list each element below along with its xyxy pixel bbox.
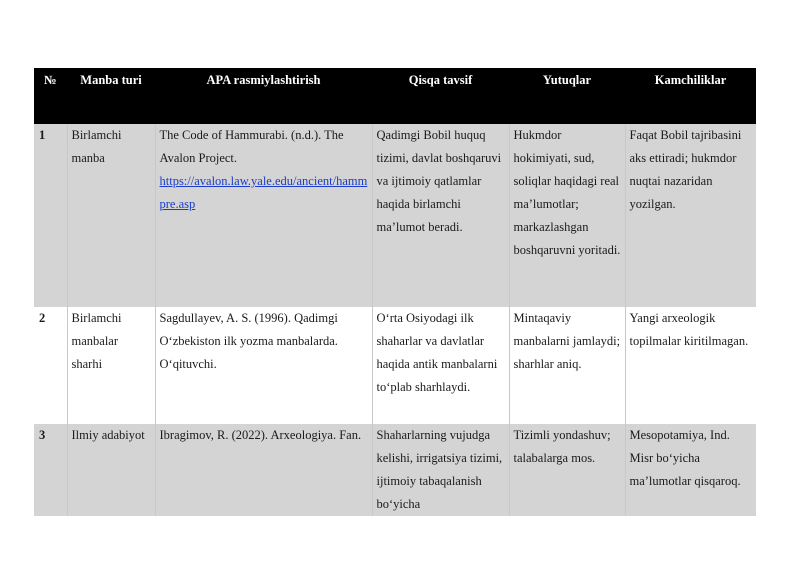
apa-link[interactable]: https://avalon.law.yale.edu/ancient/hammpre.asp [159,174,368,211]
row-source-type: Birlamchi manbalar sharhi [67,307,155,424]
row-apa: Sagdullayev, A. S. (1996). Qadimgi O‘zbekiston ilk yozma manbalarda. O‘qituvchi. [155,307,372,424]
row-number: 3 [34,424,67,516]
row-description: Qadimgi Bobil huquq tizimi, davlat boshqaruvi va ijtimoiy qatlamlar haqida birlamchi ma’lumot beradi. [372,124,509,307]
row-apa: The Code of Hammurabi. (n.d.). The Avalon Project. [159,128,344,165]
row-source-type: Ilmiy adabiyot [67,424,155,516]
header-apa: APA rasmiylashtirish [155,68,372,124]
row-pros: Hukmdor hokimiyati, sud, soliqlar haqidagi real ma’lumotlar; markazlashgan boshqaruvni yoritadi. [509,124,625,307]
row-description: O‘rta Osiyodagi ilk shaharlar va davlatlar haqida antik manbalarni to‘plab sharhlaydi. [372,307,509,424]
row-source-type: Birlamchi manba [67,124,155,307]
table-row [34,424,756,516]
row-cons: Mesopotamiya, Ind. Misr bo‘yicha ma’lumotlar qisqaroq. [625,424,756,516]
row-apa: Ibragimov, R. (2022). Arxeologiya. Fan. [155,424,372,516]
header-source-type: Manba turi [67,68,155,124]
header-cons: Kamchiliklar [625,68,756,124]
header-number: № [34,68,67,124]
row-cons: Faqat Bobil tajribasini aks ettiradi; hukmdor nuqtai nazaridan yozilgan. [625,124,756,307]
row-cons: Yangi arxeologik topilmalar kiritilmagan. [625,307,756,424]
table-header-row [34,68,756,124]
header-description: Qisqa tavsif [372,68,509,124]
header-pros: Yutuqlar [509,68,625,124]
row-pros: Mintaqaviy manbalarni jamlaydi; sharhlar aniq. [509,307,625,424]
row-number: 2 [34,307,67,424]
row-pros: Tizimli yondashuv; talabalarga mos. [509,424,625,516]
sources-table [34,68,756,516]
table-row [34,124,756,307]
row-number: 1 [34,124,67,307]
table-row [34,307,756,424]
row-description: Shaharlarning vujudga kelishi, irrigatsiya tizimi, ijtimoiy tabaqalanish bo‘yicha [372,424,509,516]
row-apa-cell [155,124,372,307]
